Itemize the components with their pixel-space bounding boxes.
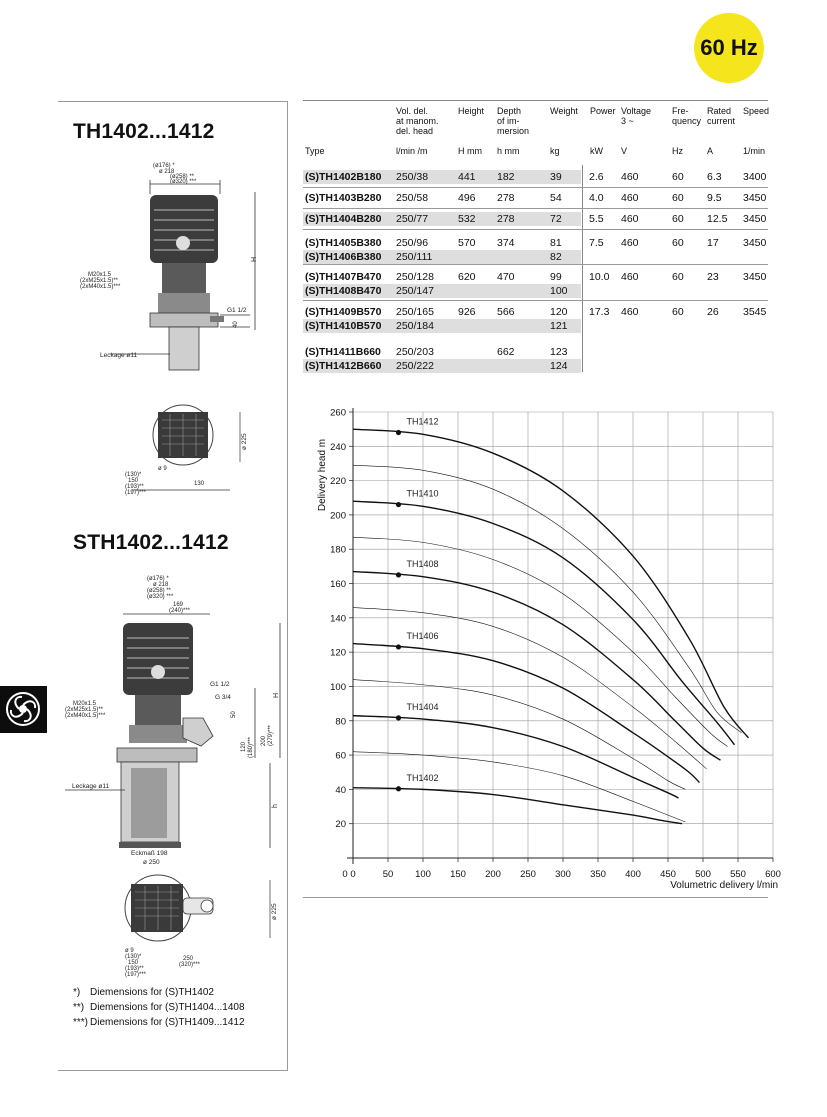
table-cell-height: 570 <box>458 237 476 249</box>
x-axis-title: Volumetric delivery l/min <box>670 880 778 891</box>
table-cell-power: 17.3 <box>589 306 610 318</box>
table-cell-height: 532 <box>458 213 476 225</box>
table-separator <box>303 187 768 188</box>
th-plan-197: (197)*** <box>125 490 147 496</box>
footnote-2: **) Diemensions for (S)TH1404...1408 <box>73 1002 245 1013</box>
table-cell-depth: 278 <box>497 213 515 225</box>
th-plan-193: (193)** <box>125 484 144 490</box>
y-tick-label: 180 <box>330 544 346 556</box>
unit-type: Type <box>305 146 325 156</box>
y-tick-label: 20 <box>335 819 346 831</box>
sth-dim-240: (240)*** <box>169 608 191 614</box>
y-tick-label: 220 <box>330 476 346 488</box>
table-cell-current: 26 <box>707 306 719 318</box>
unit-speed: 1/min <box>743 146 766 156</box>
table-cell-type: (S)TH1409B570 <box>305 306 382 318</box>
table-cell-vol: 250/111 <box>396 251 433 263</box>
table-cell-type: (S)TH1404B280 <box>305 213 382 225</box>
table-cell-depth: 182 <box>497 171 515 183</box>
th-dim-258: (ø258) ** <box>170 174 195 180</box>
sth-dim-200: 200 <box>261 735 267 746</box>
th-cable-3: (2xM40x1.5)*** <box>80 284 121 290</box>
curve-label: TH1412 <box>406 416 439 427</box>
x-tick-label: 450 <box>660 869 676 880</box>
performance-chart <box>303 395 783 895</box>
y-tick-label: 200 <box>330 510 346 522</box>
sth-dim-120: 120 <box>241 741 247 752</box>
table-cell-freq: 60 <box>672 271 684 283</box>
y-axis-title: Delivery head m <box>317 438 328 512</box>
table-cell-vol: 250/165 <box>396 306 434 318</box>
y-tick-label: 240 <box>330 441 346 453</box>
x-tick-label: 250 <box>520 869 536 880</box>
th-cable-2: (2xM25x1.5)** <box>80 278 119 284</box>
table-cell-speed: 3450 <box>743 271 767 283</box>
unit-power: kW <box>590 146 603 156</box>
table-cell-weight: 54 <box>550 192 562 204</box>
sth-dim-50: 50 <box>231 711 237 718</box>
table-cell-voltage: 460 <box>621 306 639 318</box>
table-separator <box>303 229 768 230</box>
table-cell-weight: 99 <box>550 271 562 283</box>
table-top-rule <box>303 100 768 101</box>
table-cell-vol: 250/222 <box>396 360 434 372</box>
curve-label: TH1402 <box>406 772 439 783</box>
table-cell-height: 620 <box>458 271 476 283</box>
th-height-dim: H <box>251 256 258 262</box>
chart-curves <box>353 416 749 823</box>
sth-motor-body <box>123 623 193 695</box>
table-cell-height: 441 <box>458 171 476 183</box>
x-origin-label: 0 <box>342 869 348 880</box>
table-cell-depth: 278 <box>497 192 515 204</box>
table-cell-vol: 250/203 <box>396 346 434 358</box>
table-cell-current: 9.5 <box>707 192 722 204</box>
table-cell-type: (S)TH1402B180 <box>305 171 382 183</box>
sth-cable-3: (2xM40x1.5)*** <box>65 713 106 719</box>
table-cell-speed: 3450 <box>743 213 767 225</box>
curve-marker <box>396 502 401 507</box>
unit-depth: h mm <box>497 146 520 156</box>
y-tick-label: 40 <box>335 784 346 796</box>
sth-base-dia: ø 250 <box>143 859 160 866</box>
table-cell-vol: 250/184 <box>396 320 434 332</box>
table-cell-freq: 60 <box>672 171 684 183</box>
table-cell-depth: 566 <box>497 306 515 318</box>
curve-marker <box>396 644 401 649</box>
sth-plan-130: (130)* <box>125 954 142 960</box>
curve-marker <box>396 786 401 791</box>
table-cell-current: 23 <box>707 271 719 283</box>
table-cell-vol: 250/58 <box>396 192 429 204</box>
x-tick-label: 0 <box>350 869 356 880</box>
table-cell-speed: 3450 <box>743 237 767 249</box>
table-cell-weight: 72 <box>550 213 562 225</box>
sth-plan-150: 150 <box>128 960 139 966</box>
sth-height-dim: H <box>273 692 280 698</box>
table-cell-vol: 250/96 <box>396 237 429 249</box>
col-vol-header: Vol. del. at manom. del. head <box>396 106 439 136</box>
table-cell-type: (S)TH1410B570 <box>305 320 382 332</box>
th-motor-body <box>150 195 218 263</box>
th-plan-130b: 130 <box>194 481 205 487</box>
th-dim-176: (ø176) * <box>153 163 175 169</box>
curve-intermediate-9 <box>353 752 686 822</box>
col-weight-header: Weight <box>550 106 578 116</box>
table-cell-weight: 82 <box>550 251 562 263</box>
x-tick-label: 150 <box>450 869 466 880</box>
table-cell-height: 926 <box>458 306 476 318</box>
sth-h-dim: h <box>272 804 279 808</box>
table-cell-weight: 39 <box>550 171 562 183</box>
sth-dimension-drawing <box>65 568 287 978</box>
curve-label: TH1410 <box>406 488 439 499</box>
table-cell-freq: 60 <box>672 237 684 249</box>
y-tick-label: 140 <box>330 613 346 625</box>
sth-leakage-label: Leckage ø11 <box>72 783 110 790</box>
y-tick-label: 60 <box>335 750 346 762</box>
chart-axes <box>330 408 781 881</box>
curve-marker <box>396 715 401 720</box>
table-cell-speed: 3545 <box>743 306 767 318</box>
table-cell-vol: 250/128 <box>396 271 434 283</box>
col-freq-header: Fre- quency <box>672 106 702 126</box>
th-series-title: TH1402...1412 <box>73 120 215 143</box>
table-cell-freq: 60 <box>672 192 684 204</box>
th-port-label: G1 1/2 <box>227 307 247 314</box>
table-cell-voltage: 460 <box>621 213 639 225</box>
table-cell-type: (S)TH1403B280 <box>305 192 382 204</box>
table-cell-current: 17 <box>707 237 719 249</box>
curve-th1402 <box>353 788 682 824</box>
sth-dim-169: 169 <box>173 602 184 608</box>
table-cell-power: 10.0 <box>589 271 610 283</box>
th-cable-1: M20x1.5 <box>88 272 112 278</box>
sth-plan-dia: ø 225 <box>271 903 278 920</box>
table-cell-current: 12.5 <box>707 213 728 225</box>
table-cell-speed: 3450 <box>743 192 767 204</box>
x-tick-label: 350 <box>590 869 606 880</box>
x-tick-label: 400 <box>625 869 641 880</box>
th-plan-130a: (130)* <box>125 472 142 478</box>
col-height-header: Height <box>458 106 485 116</box>
x-tick-label: 550 <box>730 869 746 880</box>
sth-cable-1: M20x1.5 <box>73 701 97 707</box>
curve-label: TH1408 <box>406 558 439 569</box>
table-cell-voltage: 460 <box>621 192 639 204</box>
curve-marker <box>396 572 401 577</box>
table-cell-type: (S)TH1406B380 <box>305 251 382 263</box>
table-cell-weight: 123 <box>550 346 568 358</box>
table-cell-power: 7.5 <box>589 237 604 249</box>
table-cell-power: 5.5 <box>589 213 604 225</box>
sth-plan-197: (197)*** <box>125 972 147 978</box>
table-cell-vol: 250/77 <box>396 213 429 225</box>
x-tick-label: 500 <box>695 869 711 880</box>
table-cell-weight: 81 <box>550 237 562 249</box>
unit-height: H mm <box>458 146 482 156</box>
pump-impeller-icon <box>0 686 47 733</box>
table-cell-weight: 124 <box>550 360 568 372</box>
table-cell-power: 2.6 <box>589 171 604 183</box>
sth-cable-2: (2xM25x1.5)** <box>65 707 104 713</box>
frequency-badge: 60 Hz <box>694 13 764 83</box>
curve-label: TH1404 <box>406 701 439 712</box>
footnote-3: ***) Diemensions for (S)TH1409...1412 <box>73 1017 245 1028</box>
table-cell-vol: 250/147 <box>396 285 434 297</box>
table-cell-depth: 374 <box>497 237 515 249</box>
th-plan-dia: ø 225 <box>241 433 248 450</box>
sth-dim-176: (ø176) * <box>147 576 169 582</box>
table-cell-freq: 60 <box>672 306 684 318</box>
sth-dim-279: (279)*** <box>268 724 274 746</box>
sth-plan-small: ø 9 <box>125 948 134 954</box>
unit-current: A <box>707 146 714 156</box>
table-separator <box>303 300 768 301</box>
curve-label: TH1406 <box>406 630 439 641</box>
y-tick-label: 160 <box>330 579 346 591</box>
th-depth-dim: 40 <box>233 321 239 328</box>
sth-dim-258: (ø258) ** <box>147 588 172 594</box>
table-cell-voltage: 460 <box>621 171 639 183</box>
table-cell-height: 496 <box>458 192 476 204</box>
table-cell-voltage: 460 <box>621 271 639 283</box>
col-speed-header: Speed <box>743 106 770 116</box>
th-dimension-drawing <box>70 150 285 500</box>
sth-port2: G 3/4 <box>215 694 231 701</box>
table-cell-depth: 662 <box>497 346 515 358</box>
footnote-1: *) Diemensions for (S)TH1402 <box>73 987 214 998</box>
table-cell-type: (S)TH1405B380 <box>305 237 382 249</box>
table-cell-power: 4.0 <box>589 192 604 204</box>
x-tick-label: 300 <box>555 869 571 880</box>
table-separator <box>303 264 768 265</box>
table-cell-type: (S)TH1411B660 <box>305 346 381 358</box>
table-cell-speed: 3400 <box>743 171 767 183</box>
x-tick-label: 50 <box>382 869 394 880</box>
x-tick-label: 200 <box>485 869 501 880</box>
unit-weight: kg <box>550 146 560 156</box>
x-tick-label: 600 <box>765 869 781 880</box>
unit-voltage: V <box>621 146 628 156</box>
sth-port1: G1 1/2 <box>210 681 230 688</box>
sth-plan-193: (193)** <box>125 966 144 972</box>
unit-freq: Hz <box>672 146 683 156</box>
sth-dim-218: ø 218 <box>153 582 169 588</box>
col-depth-header: Depth of im- mersion <box>497 106 530 136</box>
y-tick-label: 120 <box>330 647 346 659</box>
th-dim-218: ø 218 <box>159 169 175 175</box>
y-tick-label: 80 <box>335 716 346 728</box>
table-cell-depth: 470 <box>497 271 515 283</box>
th-plan-small: ø 9 <box>158 466 167 472</box>
chart-bottom-rule <box>303 897 768 898</box>
sth-plan-250: 250 <box>183 956 194 962</box>
table-cell-type: (S)TH1407B470 <box>305 271 382 283</box>
col-current-header: Rated current <box>707 106 736 126</box>
table-cell-freq: 60 <box>672 213 684 225</box>
unit-vol: l/min /m <box>396 146 428 156</box>
table-cell-current: 6.3 <box>707 171 722 183</box>
sth-dim-180: (180)*** <box>248 736 254 758</box>
table-cell-weight: 121 <box>550 320 568 332</box>
table-cell-type: (S)TH1408B470 <box>305 285 382 297</box>
th-dim-320: (ø320) *** <box>170 179 197 185</box>
table-cell-vol: 250/38 <box>396 171 429 183</box>
sth-dim-320: (ø320) *** <box>147 594 174 600</box>
footnotes <box>73 985 245 1030</box>
th-plan-150: 150 <box>128 478 139 484</box>
table-cell-type: (S)TH1412B660 <box>305 360 382 372</box>
curve-th1406 <box>353 644 700 783</box>
sth-plan-320: (320)*** <box>179 962 201 968</box>
table-separator <box>303 208 768 209</box>
col-voltage-header: Voltage 3 ~ <box>621 106 652 126</box>
curve-marker <box>396 430 401 435</box>
sth-base-square: Eckmaß 198 <box>131 850 168 857</box>
col-power-header: Power <box>590 106 616 116</box>
x-tick-label: 100 <box>415 869 431 880</box>
y-tick-label: 100 <box>330 681 346 693</box>
table-column-divider <box>582 165 583 372</box>
th-leakage-label: Leckage ø11 <box>100 352 138 359</box>
table-cell-weight: 120 <box>550 306 568 318</box>
sth-series-title: STH1402...1412 <box>73 531 229 554</box>
table-cell-voltage: 460 <box>621 237 639 249</box>
table-cell-weight: 100 <box>550 285 568 297</box>
y-tick-label: 260 <box>330 407 346 419</box>
